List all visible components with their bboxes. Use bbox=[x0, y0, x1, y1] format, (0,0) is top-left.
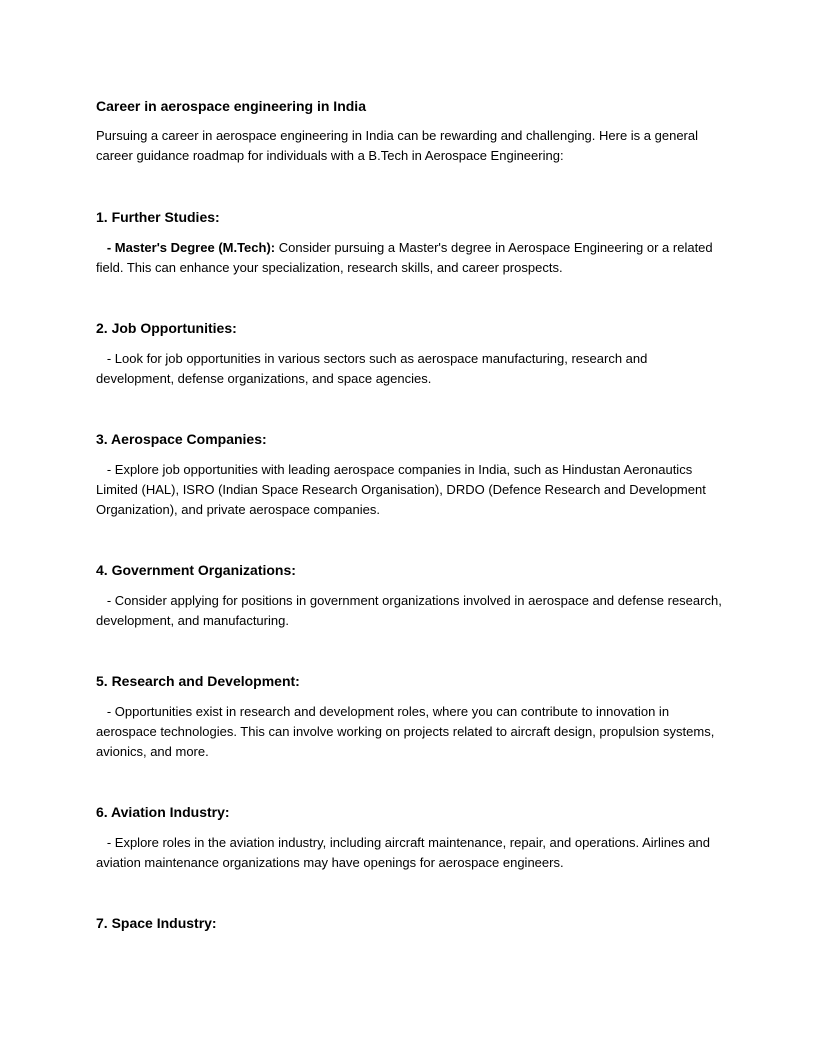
section-heading: 4. Government Organizations: bbox=[96, 562, 296, 578]
section-aviation-industry bbox=[96, 802, 726, 873]
section-body-text: - Explore job opportunities with leading aerospace companies in India, such as Hindustan Aeronautics Limited (HAL), ISRO (Indian Space Research Organisation), DRDO (Defence Research and Development Organization), and private aerospace companies. bbox=[96, 462, 706, 517]
document-page bbox=[96, 96, 726, 944]
section-heading: 5. Research and Development: bbox=[96, 673, 300, 689]
section-heading: 1. Further Studies: bbox=[96, 209, 220, 225]
section-body bbox=[96, 349, 726, 389]
section-heading: 2. Job Opportunities: bbox=[96, 320, 237, 336]
section-body bbox=[96, 833, 726, 873]
section-heading: 7. Space Industry: bbox=[96, 915, 217, 931]
section-body bbox=[96, 238, 726, 278]
section-body-text: - Consider applying for positions in government organizations involved in aerospace and defense research, development, and manufacturing. bbox=[96, 593, 722, 628]
section-body-text: - Look for job opportunities in various sectors such as aerospace manufacturing, research and development, defense organizations, and space agencies. bbox=[96, 351, 648, 386]
section-research-and-development bbox=[96, 671, 726, 762]
section-body bbox=[96, 460, 726, 520]
section-space-industry bbox=[96, 913, 726, 933]
masters-degree-text: Consider pursuing a Master's degree in Aerospace Engineering or a related field. This can enhance your specialization, research skills, and career prospects. bbox=[96, 240, 713, 275]
section-body bbox=[96, 591, 726, 631]
section-heading: 3. Aerospace Companies: bbox=[96, 431, 267, 447]
section-further-studies bbox=[96, 207, 726, 278]
masters-degree-lead: - Master's Degree (M.Tech): bbox=[106, 240, 276, 255]
section-body-text: - Explore roles in the aviation industry, including aircraft maintenance, repair, and operations. Airlines and aviation maintenance organizations may have openings for aerospace engineers. bbox=[96, 835, 710, 870]
section-body bbox=[96, 702, 726, 762]
section-government-organizations bbox=[96, 560, 726, 631]
intro-paragraph: Pursuing a career in aerospace engineering in India can be rewarding and challenging. Here is a general career guidance roadmap for individuals with a B.Tech in Aerospace Engineering: bbox=[96, 128, 698, 163]
section-aerospace-companies bbox=[96, 429, 726, 520]
section-body-text: - Opportunities exist in research and development roles, where you can contribute to innovation in aerospace technologies. This can involve working on projects related to aircraft design, propulsion systems, avionics, and more. bbox=[96, 704, 715, 759]
document-title: Career in aerospace engineering in India bbox=[96, 98, 366, 114]
section-job-opportunities bbox=[96, 318, 726, 389]
section-heading: 6. Aviation Industry: bbox=[96, 804, 230, 820]
